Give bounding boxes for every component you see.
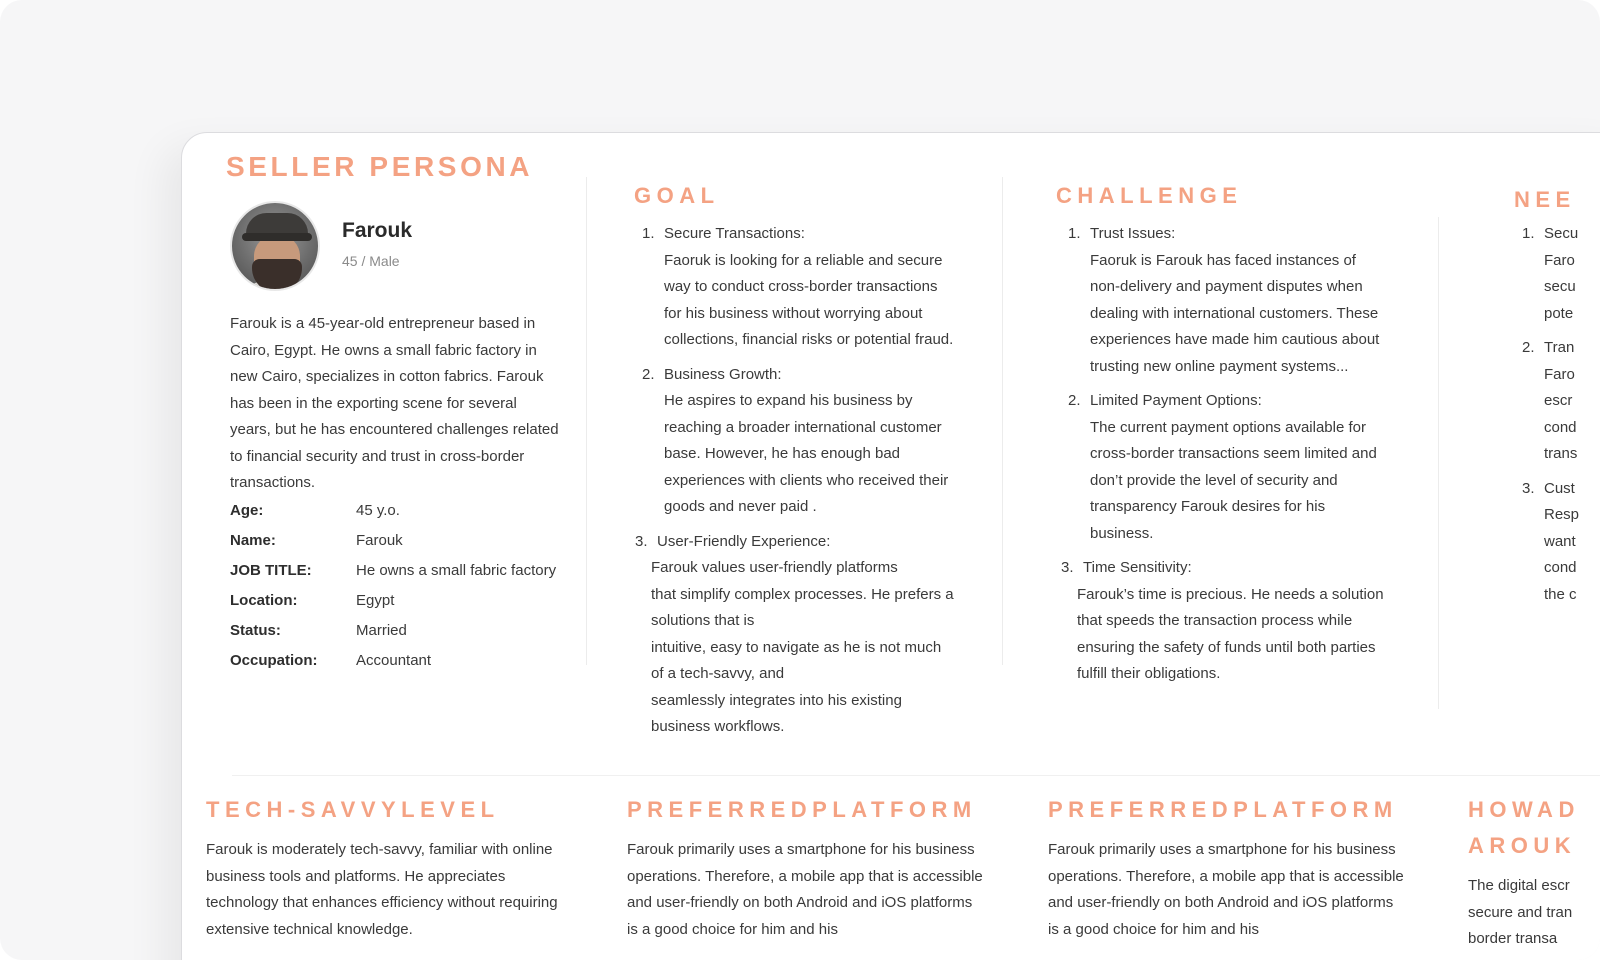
challenge-item-title: Limited Payment Options: <box>1090 392 1262 409</box>
section-divider <box>232 775 1600 776</box>
persona-age-gender: 45 / Male <box>342 253 400 269</box>
preferred-platform-text: Farouk primarily uses a smartphone for his business operations. Therefore, a mobile app that is accessible and user-friendly on both Android and iOS platforms is a good choice for him and his <box>627 841 983 938</box>
needs-item <box>1522 476 1600 609</box>
needs-heading: NEE <box>1514 187 1576 212</box>
how-ad-text: The digital escr secure and tran border transa <box>1468 877 1573 947</box>
fact-value: He owns a small fabric factory <box>356 561 557 579</box>
goal-heading: GOAL <box>634 183 720 208</box>
column-divider <box>1002 177 1003 665</box>
preferred-platform-heading-2: PREFERREDPLATFORM <box>1048 797 1398 822</box>
fact-value: Accountant <box>356 651 432 669</box>
fact-value: Egypt <box>356 591 395 609</box>
fact-value: Married <box>356 621 407 639</box>
goal-item-title: Secure Transactions: <box>664 225 805 242</box>
challenge-item <box>1068 388 1408 547</box>
column-divider <box>586 177 587 665</box>
fact-key: Status: <box>230 621 281 639</box>
needs-item-body: Resp want cond the c <box>1544 506 1580 603</box>
avatar-cap-brim <box>242 233 312 241</box>
goal-item-body: He aspires to expand his business by reaching a broader international customer base. However, he has enough bad experiences with clients who received their goods and never paid . <box>664 392 949 515</box>
goal-item-title: Business Growth: <box>664 365 782 383</box>
persona-name: Farouk <box>342 219 413 242</box>
fact-key: Occupation: <box>230 651 318 669</box>
persona-facts <box>230 495 590 675</box>
challenge-item <box>1061 555 1408 688</box>
how-ad-heading-line2: AROUK <box>1468 833 1577 858</box>
needs-item-number: 1. <box>1522 225 1535 242</box>
challenge-item <box>1068 221 1408 380</box>
goal-item-body: Farouk values user-friendly platforms that simplify complex processes. He prefers a solutions that is intuitive, easy to navigate as he is not much of a tech-savvy, and seamlessly integrates into his existing business workflows. <box>651 559 954 735</box>
goal-item-number: 1. <box>642 225 655 242</box>
needs-item-body: Faro escr cond trans <box>1544 365 1578 462</box>
challenge-list <box>1061 221 1408 696</box>
goal-item <box>635 529 982 741</box>
tech-savvy-text: Farouk is moderately tech-savvy, familiar with online business tools and platforms. He appreciates technology that enhances efficiency without requiring extensive technical knowledge. <box>206 841 558 938</box>
goal-item-body: Faoruk is looking for a reliable and secure way to conduct cross-border transactions for his business without worrying about collections, financial risks or potential fraud. <box>664 251 954 348</box>
goal-item <box>642 221 982 354</box>
fact-value: Farouk <box>356 531 403 549</box>
needs-item-number: 2. <box>1522 339 1535 356</box>
challenge-item-number: 1. <box>1068 225 1081 242</box>
fact-row <box>230 525 590 555</box>
fact-key: JOB TITLE: <box>230 561 312 579</box>
challenge-heading: CHALLENGE <box>1056 183 1243 208</box>
fact-row <box>230 645 590 675</box>
challenge-item-body: The current payment options available for cross-border transactions seem limited and don’t provide the level of security and transparency Farouk desires for his business. <box>1090 418 1377 542</box>
needs-item-number: 3. <box>1522 479 1535 497</box>
tech-savvy-heading: TECH-SAVVYLEVEL <box>206 797 500 822</box>
challenge-item-number: 3. <box>1061 559 1074 576</box>
fact-row <box>230 555 590 585</box>
fact-key: Location: <box>230 591 298 609</box>
challenge-item-body: Faoruk is Farouk has faced instances of non-delivery and payment disputes when dealing with international customers. These experiences have made him cautious about trusting new online payment systems... <box>1090 251 1380 375</box>
goal-item <box>642 362 982 521</box>
avatar <box>230 201 320 291</box>
fact-row <box>230 495 590 525</box>
needs-item-title: Cust <box>1544 479 1575 497</box>
preferred-platform-heading: PREFERREDPLATFORM <box>627 797 977 822</box>
challenge-item-title: Trust Issues: <box>1090 225 1176 242</box>
needs-list <box>1522 221 1600 616</box>
needs-item-title: Secu <box>1544 225 1579 242</box>
goal-item-number: 2. <box>642 365 655 383</box>
needs-item <box>1522 221 1600 327</box>
fact-key: Name: <box>230 531 276 549</box>
how-ad-heading-line1: HOWAD <box>1468 797 1580 822</box>
needs-item-body: Faro secu pote <box>1544 251 1576 322</box>
persona-heading: SELLER PERSONA <box>226 151 534 182</box>
goal-list <box>635 221 982 749</box>
goal-item-number: 3. <box>635 532 648 550</box>
persona-bio: Farouk is a 45-year-old entrepreneur based in Cairo, Egypt. He owns a small fabric factory in new Cairo, specializes in cotton fabrics. Farouk has been in the exporting scene for several years, but he has encountered challenges related to financial security and trust in cross-border transactions. <box>230 315 559 491</box>
challenge-item-title: Time Sensitivity: <box>1083 559 1192 576</box>
fact-key: Age: <box>230 501 264 519</box>
column-divider <box>1438 217 1439 709</box>
challenge-item-number: 2. <box>1068 392 1081 409</box>
goal-item-title: User-Friendly Experience: <box>657 532 831 550</box>
challenge-item-body: Farouk’s time is precious. He needs a solution that speeds the transaction process while ensuring the safety of funds until both parties fulfill their obligations. <box>1077 585 1384 682</box>
fact-row <box>230 615 590 645</box>
preferred-platform-text-2: Farouk primarily uses a smartphone for his business operations. Therefore, a mobile app that is accessible and user-friendly on both Android and iOS platforms is a good choice for him and his <box>1048 841 1404 938</box>
needs-item <box>1522 335 1600 468</box>
fact-value: 45 y.o. <box>356 501 400 519</box>
fact-row <box>230 585 590 615</box>
needs-item-title: Tran <box>1544 339 1575 356</box>
persona-card <box>181 132 1600 960</box>
